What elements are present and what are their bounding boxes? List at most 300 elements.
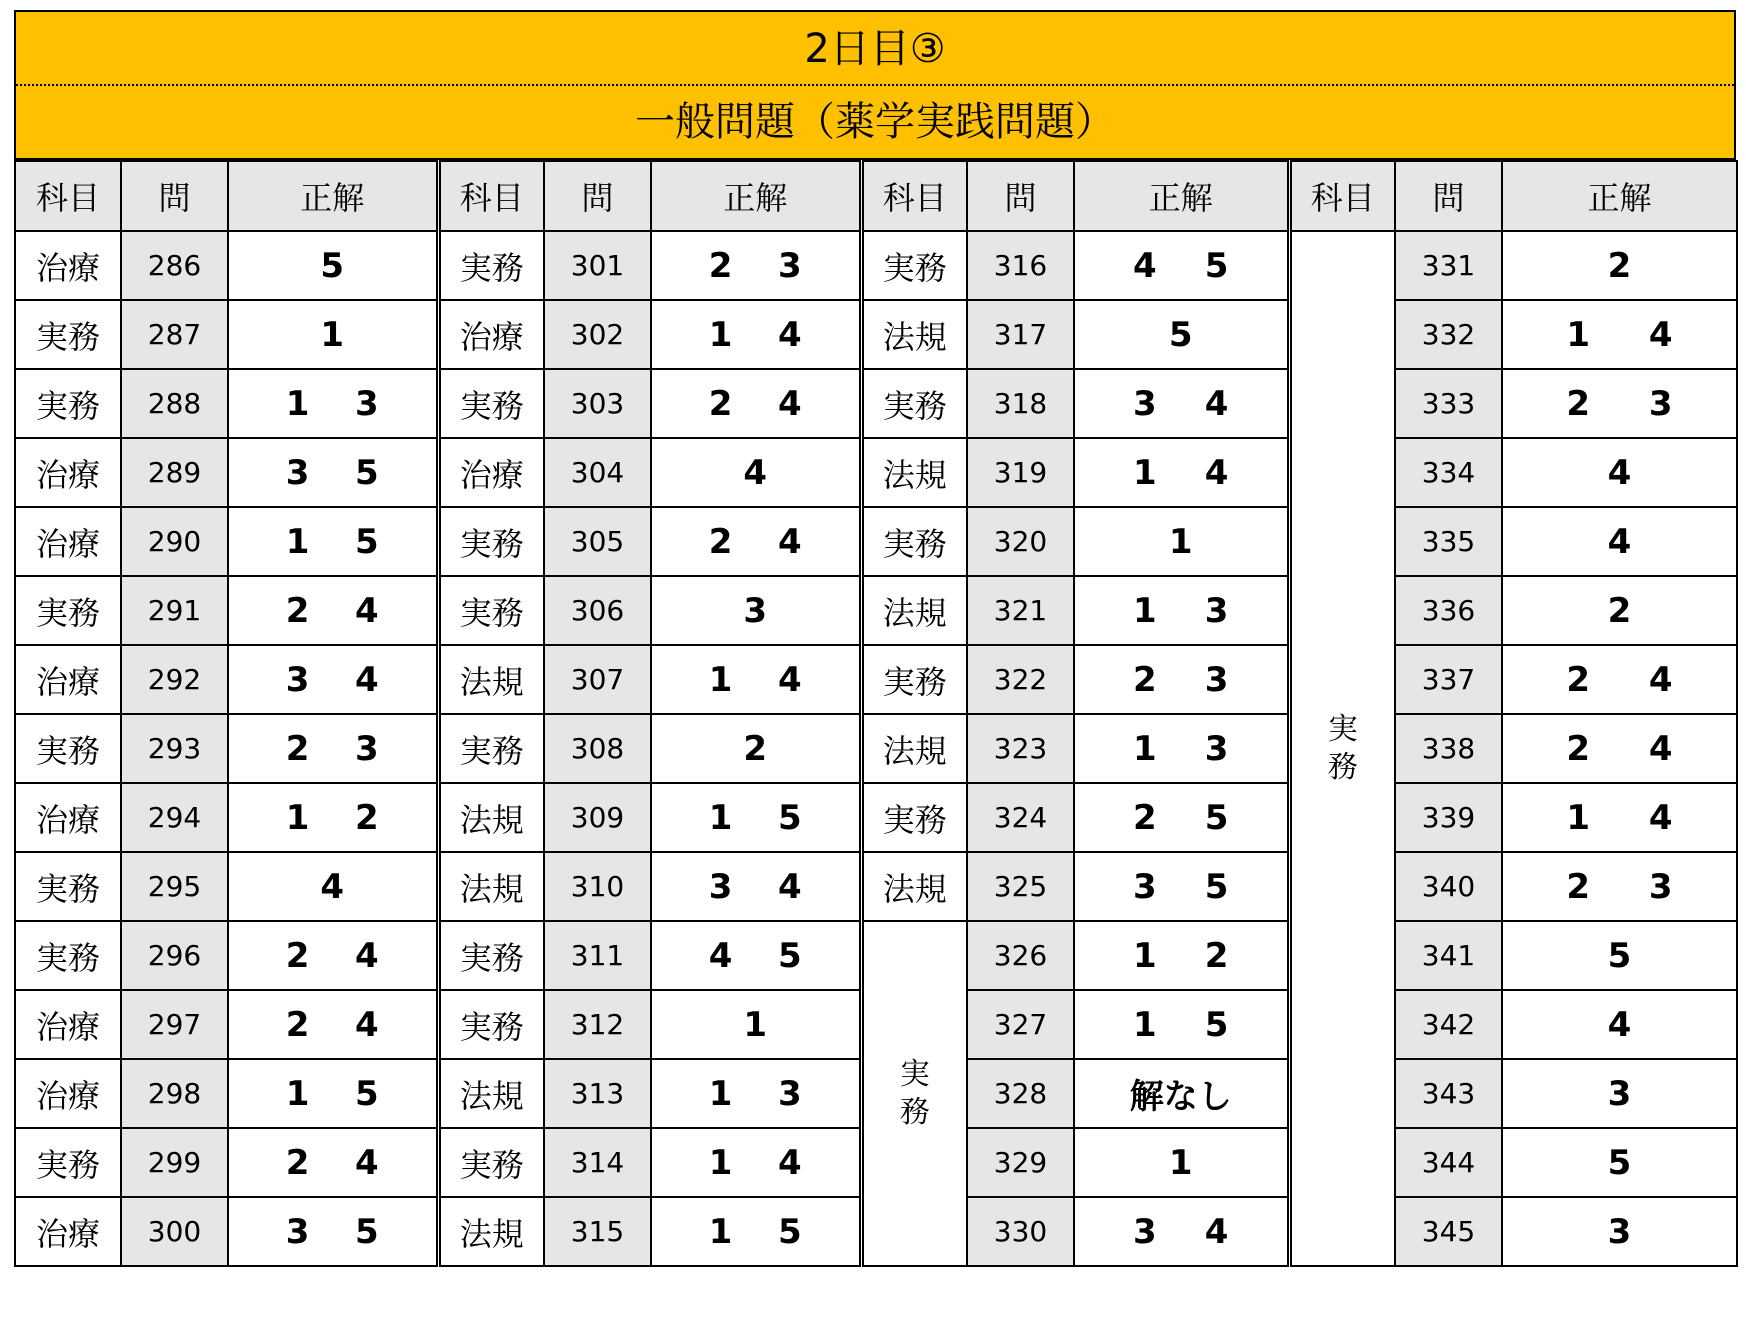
header-subject: 科目 <box>1289 161 1395 231</box>
answer-cell: 4 <box>651 438 861 507</box>
question-number: 289 <box>121 438 228 507</box>
question-number: 335 <box>1395 507 1502 576</box>
question-number: 309 <box>544 783 651 852</box>
answer-cell <box>651 645 861 714</box>
answer-choice: 5 <box>1204 797 1229 838</box>
answer-pair <box>652 522 859 562</box>
answer-cell <box>228 1128 438 1197</box>
question-number: 299 <box>121 1128 228 1197</box>
header-question: 問 <box>544 161 651 231</box>
answer-pair <box>229 798 436 838</box>
answer-choice: 1 <box>285 383 310 424</box>
answer-choice: 3 <box>1204 590 1229 631</box>
question-number: 340 <box>1395 852 1502 921</box>
answer-pair <box>229 1074 436 1114</box>
question-number: 302 <box>544 300 651 369</box>
answer-sheet <box>14 10 1736 1267</box>
merged-subject-label: 実務 <box>899 1056 930 1130</box>
answer-cell <box>651 507 861 576</box>
answer-choice: 3 <box>778 1073 802 1114</box>
answer-choice: 5 <box>355 1211 379 1252</box>
answer-choice: 4 <box>1133 245 1157 286</box>
answer-cell <box>651 852 861 921</box>
table-row <box>15 300 1737 369</box>
question-number: 326 <box>967 921 1074 990</box>
day-title: 2日目③ <box>16 12 1734 86</box>
answer-cell: 3 <box>1502 1059 1737 1128</box>
subject-cell: 実務 <box>438 990 544 1059</box>
question-number: 336 <box>1395 576 1502 645</box>
question-number: 322 <box>967 645 1074 714</box>
answer-choice: 1 <box>708 1211 733 1252</box>
answer-pair <box>229 729 436 769</box>
answer-cell <box>1502 300 1737 369</box>
answer-choice: 5 <box>1204 866 1229 907</box>
answer-pair <box>1075 936 1287 976</box>
table-row <box>15 921 1737 990</box>
subject-cell: 実務 <box>15 300 121 369</box>
answer-cell <box>1074 714 1289 783</box>
question-number: 297 <box>121 990 228 1059</box>
question-number: 311 <box>544 921 651 990</box>
answer-choice: 1 <box>285 521 310 562</box>
answer-choice: 2 <box>1566 659 1591 700</box>
answer-choice: 3 <box>1133 866 1157 907</box>
table-row <box>15 231 1737 300</box>
answer-choice: 4 <box>778 1142 802 1183</box>
answer-choice: 1 <box>1133 452 1157 493</box>
header-subject: 科目 <box>861 161 967 231</box>
answer-cell <box>228 1059 438 1128</box>
answer-choice: 1 <box>1133 1004 1157 1045</box>
question-number: 314 <box>544 1128 651 1197</box>
answer-cell <box>1074 852 1289 921</box>
answer-cell <box>1502 783 1737 852</box>
subject-cell: 法規 <box>861 300 967 369</box>
answer-pair <box>1075 591 1287 631</box>
header-subject: 科目 <box>438 161 544 231</box>
question-number: 305 <box>544 507 651 576</box>
answer-cell <box>228 921 438 990</box>
answer-choice: 1 <box>708 659 733 700</box>
subject-cell: 実務 <box>861 231 967 300</box>
answer-choice: 4 <box>778 521 802 562</box>
answer-cell: 5 <box>1502 921 1737 990</box>
answer-choice: 3 <box>1648 866 1673 907</box>
answer-choice: 4 <box>1204 383 1229 424</box>
answer-cell <box>1074 783 1289 852</box>
answer-cell <box>228 990 438 1059</box>
subject-cell: 実務 <box>438 714 544 783</box>
answer-cell: 5 <box>1074 300 1289 369</box>
subject-cell: 法規 <box>861 576 967 645</box>
answer-choice: 2 <box>1133 659 1157 700</box>
answer-choice: 4 <box>1204 452 1229 493</box>
question-number: 339 <box>1395 783 1502 852</box>
question-number: 343 <box>1395 1059 1502 1128</box>
question-number: 300 <box>121 1197 228 1266</box>
answer-choice: 1 <box>1133 728 1157 769</box>
answer-cell <box>228 507 438 576</box>
answer-choice: 5 <box>1204 245 1229 286</box>
answer-choice: 4 <box>1648 314 1673 355</box>
subject-cell: 治療 <box>15 783 121 852</box>
answer-pair <box>1075 453 1287 493</box>
answer-pair <box>652 936 859 976</box>
answer-choice: 5 <box>778 935 802 976</box>
question-number: 329 <box>967 1128 1074 1197</box>
answer-pair <box>1503 384 1736 424</box>
answer-pair <box>652 867 859 907</box>
answer-pair <box>1503 315 1736 355</box>
answer-cell <box>228 645 438 714</box>
answer-choice: 1 <box>285 1073 310 1114</box>
answer-cell <box>651 783 861 852</box>
answer-choice: 4 <box>708 935 733 976</box>
answer-choice: 1 <box>285 797 310 838</box>
subject-cell: 治療 <box>15 231 121 300</box>
answer-cell: 4 <box>1502 990 1737 1059</box>
answer-cell <box>228 783 438 852</box>
table-row <box>15 576 1737 645</box>
header-row <box>15 161 1737 231</box>
answer-choice: 1 <box>1133 590 1157 631</box>
header-question: 問 <box>1395 161 1502 231</box>
subject-cell: 実務 <box>438 369 544 438</box>
question-number: 328 <box>967 1059 1074 1128</box>
answer-cell <box>651 1197 861 1266</box>
answer-cell <box>651 921 861 990</box>
answer-choice: 3 <box>778 245 802 286</box>
table-row <box>15 507 1737 576</box>
answer-choice: 4 <box>1648 797 1673 838</box>
question-number: 298 <box>121 1059 228 1128</box>
answer-choice: 1 <box>708 1073 733 1114</box>
header-answer: 正解 <box>651 161 861 231</box>
answer-choice: 4 <box>1648 728 1673 769</box>
answer-choice: 3 <box>1204 659 1229 700</box>
question-number: 341 <box>1395 921 1502 990</box>
answer-cell <box>1502 369 1737 438</box>
answer-choice: 4 <box>778 383 802 424</box>
answer-choice: 1 <box>708 314 733 355</box>
subject-cell: 実務 <box>15 576 121 645</box>
question-number: 324 <box>967 783 1074 852</box>
answer-cell <box>228 369 438 438</box>
answer-choice: 4 <box>778 659 802 700</box>
question-number: 310 <box>544 852 651 921</box>
question-number: 319 <box>967 438 1074 507</box>
answer-cell <box>1074 1197 1289 1266</box>
subject-cell: 実務 <box>861 783 967 852</box>
table-row <box>15 369 1737 438</box>
question-number: 312 <box>544 990 651 1059</box>
answer-cell <box>1074 369 1289 438</box>
answer-cell <box>1074 645 1289 714</box>
subject-cell: 法規 <box>438 1197 544 1266</box>
answer-cell: 1 <box>228 300 438 369</box>
header-answer: 正解 <box>1074 161 1289 231</box>
answer-cell: 3 <box>1502 1197 1737 1266</box>
answer-pair <box>652 384 859 424</box>
question-number: 286 <box>121 231 228 300</box>
answer-cell: 5 <box>1502 1128 1737 1197</box>
answer-cell: 2 <box>1502 231 1737 300</box>
question-number: 337 <box>1395 645 1502 714</box>
title-banner <box>14 10 1736 160</box>
answer-cell <box>228 1197 438 1266</box>
table-row <box>15 852 1737 921</box>
answer-choice: 5 <box>778 797 802 838</box>
answer-choice: 4 <box>355 659 379 700</box>
answer-pair <box>229 660 436 700</box>
answer-choice: 4 <box>355 1004 379 1045</box>
answer-choice: 4 <box>355 590 379 631</box>
header-answer: 正解 <box>1502 161 1737 231</box>
answer-cell: 1 <box>651 990 861 1059</box>
answer-choice: 5 <box>1204 1004 1229 1045</box>
answer-pair <box>652 798 859 838</box>
answer-cell <box>1074 990 1289 1059</box>
answer-pair <box>1503 867 1736 907</box>
section-title: 一般問題（薬学実践問題） <box>635 99 1115 145</box>
merged-subject-cell <box>1289 231 1395 1266</box>
question-number: 321 <box>967 576 1074 645</box>
subject-cell: 治療 <box>15 990 121 1059</box>
answer-choice: 4 <box>1648 659 1673 700</box>
subject-cell: 治療 <box>15 507 121 576</box>
table-row <box>15 783 1737 852</box>
subject-cell: 治療 <box>15 645 121 714</box>
answer-pair <box>229 384 436 424</box>
subject-cell: 法規 <box>438 852 544 921</box>
question-number: 287 <box>121 300 228 369</box>
subject-cell: 実務 <box>15 369 121 438</box>
header-question: 問 <box>121 161 228 231</box>
answer-cell <box>651 1059 861 1128</box>
answer-choice: 2 <box>285 728 310 769</box>
question-number: 307 <box>544 645 651 714</box>
answer-choice: 1 <box>1566 314 1591 355</box>
answer-cell: 1 <box>1074 1128 1289 1197</box>
answer-choice: 3 <box>285 659 310 700</box>
answer-choice: 3 <box>285 1211 310 1252</box>
question-number: 295 <box>121 852 228 921</box>
question-number: 294 <box>121 783 228 852</box>
subject-cell: 治療 <box>438 438 544 507</box>
answer-choice: 4 <box>355 935 379 976</box>
answer-choice: 2 <box>1566 383 1591 424</box>
question-number: 327 <box>967 990 1074 1059</box>
subject-cell: 法規 <box>438 1059 544 1128</box>
answer-choice: 2 <box>1566 866 1591 907</box>
answer-pair <box>652 315 859 355</box>
answer-choice: 3 <box>1133 1211 1157 1252</box>
answer-cell <box>1074 576 1289 645</box>
answer-pair <box>1075 1005 1287 1045</box>
answer-pair <box>229 522 436 562</box>
answer-choice: 3 <box>708 866 733 907</box>
answer-pair <box>1503 798 1736 838</box>
question-number: 342 <box>1395 990 1502 1059</box>
answer-choice: 3 <box>1133 383 1157 424</box>
answer-choice: 1 <box>1133 935 1157 976</box>
answer-pair <box>229 936 436 976</box>
answer-choice: 2 <box>285 1142 310 1183</box>
subject-cell: 法規 <box>438 783 544 852</box>
question-number: 344 <box>1395 1128 1502 1197</box>
answer-cell <box>651 300 861 369</box>
answer-cell <box>651 231 861 300</box>
subject-cell: 実務 <box>15 1128 121 1197</box>
answer-pair <box>1503 729 1736 769</box>
subject-cell: 法規 <box>861 852 967 921</box>
question-number: 338 <box>1395 714 1502 783</box>
question-number: 331 <box>1395 231 1502 300</box>
header-subject: 科目 <box>15 161 121 231</box>
answer-cell: 4 <box>228 852 438 921</box>
answer-choice: 5 <box>778 1211 802 1252</box>
answer-table <box>14 160 1738 1267</box>
question-number: 291 <box>121 576 228 645</box>
question-number: 320 <box>967 507 1074 576</box>
answer-choice: 4 <box>355 1142 379 1183</box>
subject-cell: 実務 <box>15 852 121 921</box>
answer-cell: 5 <box>228 231 438 300</box>
answer-pair <box>1075 384 1287 424</box>
answer-pair <box>1075 729 1287 769</box>
answer-choice: 5 <box>355 1073 379 1114</box>
question-number: 313 <box>544 1059 651 1128</box>
subject-cell: 治療 <box>15 1197 121 1266</box>
question-number: 296 <box>121 921 228 990</box>
answer-choice: 1 <box>1566 797 1591 838</box>
answer-cell <box>1074 921 1289 990</box>
answer-choice: 2 <box>708 521 733 562</box>
answer-pair <box>1075 867 1287 907</box>
subject-cell: 実務 <box>438 921 544 990</box>
question-number: 292 <box>121 645 228 714</box>
question-number: 303 <box>544 369 651 438</box>
answer-choice: 2 <box>285 590 310 631</box>
subject-cell: 法規 <box>861 714 967 783</box>
answer-cell <box>651 1128 861 1197</box>
answer-pair <box>1503 660 1736 700</box>
answer-pair <box>229 1143 436 1183</box>
answer-choice: 2 <box>355 797 379 838</box>
answer-cell <box>1502 852 1737 921</box>
answer-choice: 2 <box>285 935 310 976</box>
answer-choice: 5 <box>355 521 379 562</box>
question-number: 325 <box>967 852 1074 921</box>
answer-choice: 3 <box>355 728 379 769</box>
table-row <box>15 714 1737 783</box>
question-number: 317 <box>967 300 1074 369</box>
subject-cell: 法規 <box>861 438 967 507</box>
answer-cell: 3 <box>651 576 861 645</box>
answer-cell: 2 <box>1502 576 1737 645</box>
question-number: 330 <box>967 1197 1074 1266</box>
question-number: 323 <box>967 714 1074 783</box>
answer-choice: 4 <box>778 866 802 907</box>
table-row <box>15 645 1737 714</box>
answer-pair <box>652 660 859 700</box>
answer-cell: 2 <box>651 714 861 783</box>
subject-cell: 実務 <box>861 645 967 714</box>
table-row <box>15 438 1737 507</box>
question-number: 288 <box>121 369 228 438</box>
answer-choice: 3 <box>355 383 379 424</box>
answer-cell: 解なし <box>1074 1059 1289 1128</box>
answer-pair <box>1075 246 1287 286</box>
answer-pair <box>652 1143 859 1183</box>
answer-choice: 2 <box>1204 935 1229 976</box>
subject-cell: 実務 <box>861 369 967 438</box>
answer-cell <box>651 369 861 438</box>
answer-pair <box>229 591 436 631</box>
subject-cell: 実務 <box>438 1128 544 1197</box>
question-number: 304 <box>544 438 651 507</box>
merged-subject-label: 実務 <box>1327 711 1358 785</box>
answer-pair <box>229 1005 436 1045</box>
answer-choice: 2 <box>1566 728 1591 769</box>
subject-cell: 実務 <box>15 714 121 783</box>
subject-cell: 実務 <box>15 921 121 990</box>
answer-pair <box>1075 660 1287 700</box>
answer-pair <box>229 1212 436 1252</box>
subject-cell: 実務 <box>438 507 544 576</box>
question-number: 334 <box>1395 438 1502 507</box>
answer-choice: 1 <box>708 797 733 838</box>
question-number: 318 <box>967 369 1074 438</box>
header-answer: 正解 <box>228 161 438 231</box>
answer-choice: 5 <box>355 452 379 493</box>
subject-cell: 実務 <box>438 576 544 645</box>
answer-pair <box>652 246 859 286</box>
subject-cell: 実務 <box>861 507 967 576</box>
answer-choice: 4 <box>778 314 802 355</box>
answer-cell <box>228 714 438 783</box>
question-number: 293 <box>121 714 228 783</box>
header-question: 問 <box>967 161 1074 231</box>
answer-pair <box>652 1074 859 1114</box>
answer-pair <box>1075 1212 1287 1252</box>
answer-choice: 2 <box>708 383 733 424</box>
question-number: 315 <box>544 1197 651 1266</box>
question-number: 332 <box>1395 300 1502 369</box>
answer-cell: 4 <box>1502 438 1737 507</box>
answer-cell: 1 <box>1074 507 1289 576</box>
answer-cell: 4 <box>1502 507 1737 576</box>
subject-cell: 法規 <box>438 645 544 714</box>
answer-cell <box>228 576 438 645</box>
subject-cell: 治療 <box>15 438 121 507</box>
answer-pair <box>229 453 436 493</box>
answer-cell <box>1502 645 1737 714</box>
answer-pair <box>1075 798 1287 838</box>
answer-choice: 2 <box>285 1004 310 1045</box>
question-number: 345 <box>1395 1197 1502 1266</box>
answer-choice: 4 <box>1204 1211 1229 1252</box>
answer-choice: 2 <box>1133 797 1157 838</box>
answer-choice: 1 <box>708 1142 733 1183</box>
answer-choice: 2 <box>708 245 733 286</box>
question-number: 290 <box>121 507 228 576</box>
question-number: 333 <box>1395 369 1502 438</box>
question-number: 301 <box>544 231 651 300</box>
answer-cell <box>1502 714 1737 783</box>
answer-choice: 3 <box>1204 728 1229 769</box>
